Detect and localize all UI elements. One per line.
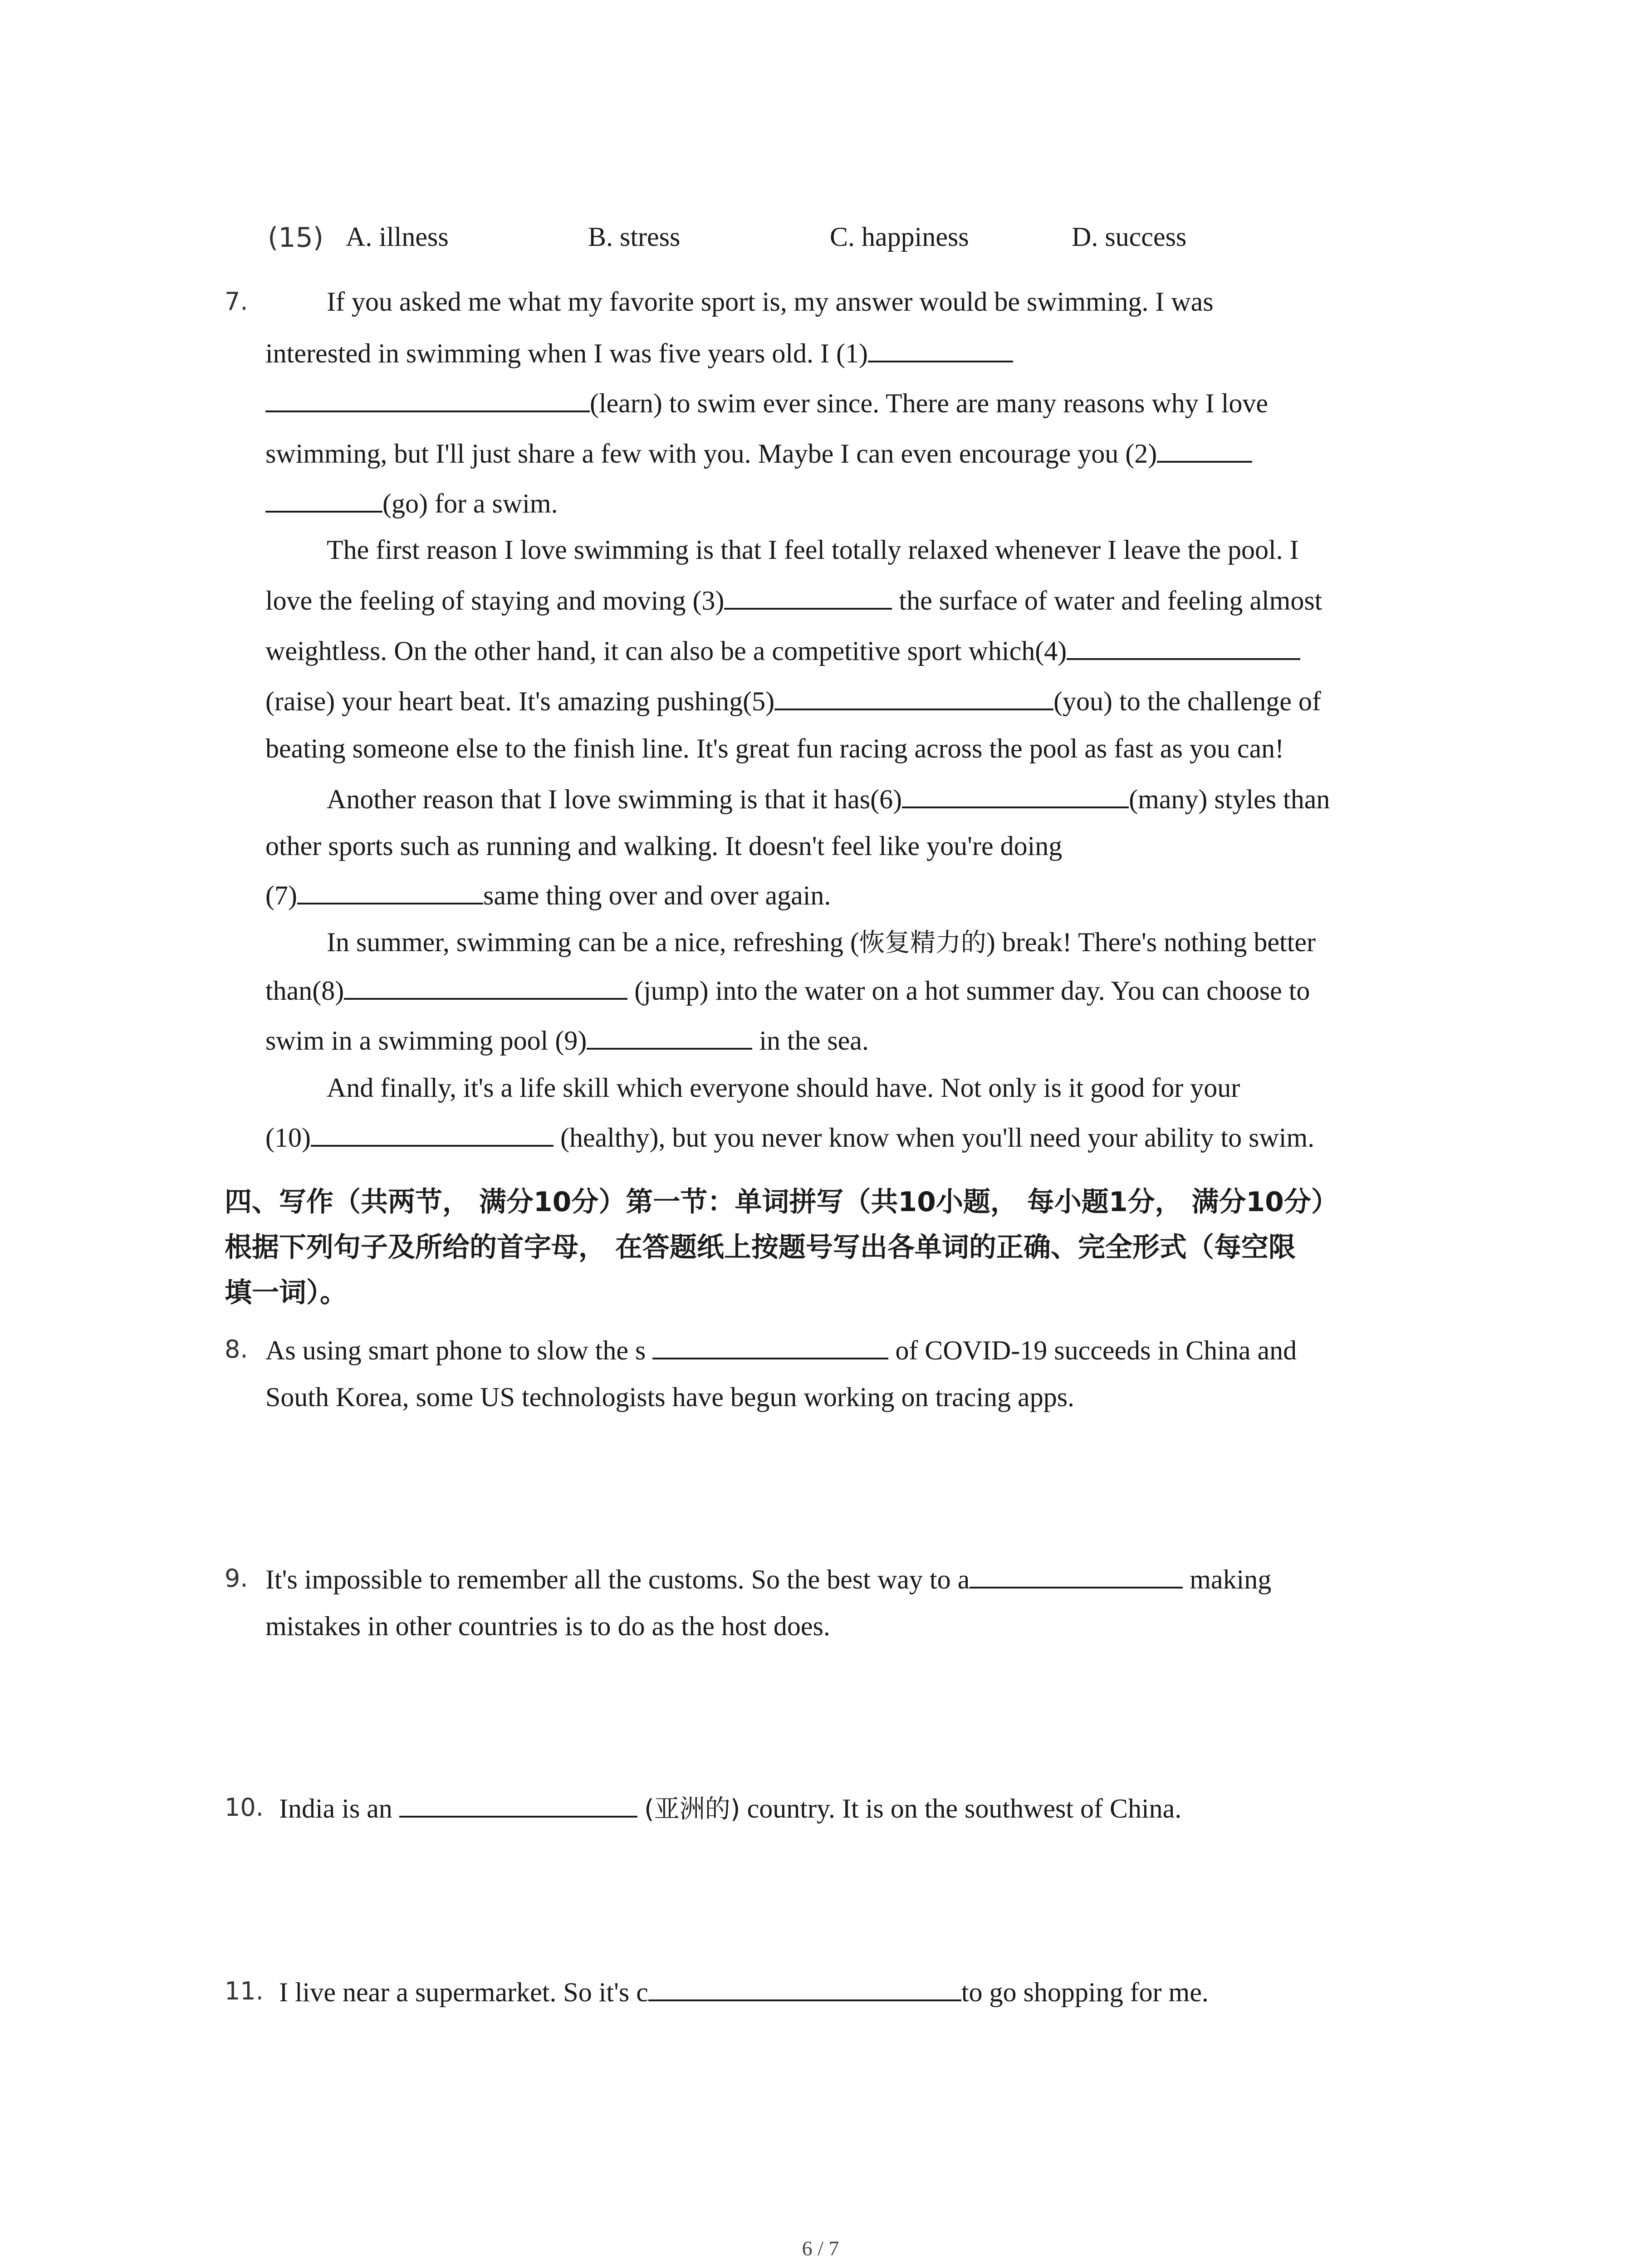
passage-line: If you asked me what my favorite sport is, my answer would be swimming. I was [327, 287, 1214, 317]
passage-text: swimming, but I'll just share a few with you. Maybe I can even encourage you (2) [265, 439, 1157, 469]
passage-text: In summer, swimming can be a nice, refreshing ( [327, 927, 859, 957]
question-text: India is an [279, 1794, 392, 1823]
q15-option-a: A. illness [346, 222, 449, 252]
answer-blank-5[interactable] [774, 682, 1053, 710]
q8-number: 8. [225, 1335, 248, 1364]
passage-line [265, 334, 1013, 371]
question-text: It's impossible to remember all the customs. So the best way to a [265, 1564, 970, 1594]
q8-line [265, 1331, 1297, 1369]
page-number: 6 / 7 [802, 2237, 839, 2260]
answer-blank-2[interactable] [1157, 435, 1252, 463]
q10-line [279, 1789, 1181, 1828]
passage-text: interested in swimming when I was five years old. I (1) [265, 338, 868, 368]
passage-line: The first reason I love swimming is that I feel totally relaxed whenever I leave the pool. I [327, 535, 1299, 565]
question-text: making [1190, 1564, 1272, 1594]
q9-answer-blank[interactable] [970, 1560, 1183, 1589]
passage-line [327, 924, 1316, 961]
answer-blank-1-cont[interactable] [265, 384, 590, 412]
passage-line: other sports such as running and walking. It doesn't feel like you're doing [265, 831, 1063, 861]
passage-text: than(8) [265, 976, 344, 1006]
passage-text: (10) [265, 1123, 311, 1153]
passage-line [265, 484, 558, 522]
section-instructions: 根据下列句子及所给的首字母， 在答题纸上按题号写出各单词的正确、完全形式（每空限 [225, 1232, 1296, 1263]
answer-blank-9[interactable] [587, 1022, 752, 1050]
q9-line [265, 1560, 1271, 1598]
answer-blank-2-cont[interactable] [265, 484, 382, 513]
passage-line [265, 972, 1310, 1009]
question-text: of COVID-19 succeeds in China and [895, 1335, 1297, 1365]
chinese-gloss: (亚洲的) [644, 1794, 740, 1824]
passage-text: love the feeling of staying and moving (3) [265, 586, 725, 616]
passage-line [265, 876, 831, 914]
passage-text: (go) for a swim. [382, 489, 558, 518]
answer-blank-8[interactable] [344, 972, 627, 1000]
q11-number: 11. [225, 1977, 264, 2005]
passage-text: Another reason that I love swimming is that it has(6) [327, 784, 902, 814]
section-heading: 四、写作（共两节， 满分10分）第一节：单词拼写（共10小题， 每小题1分， 满分10分） [225, 1186, 1338, 1218]
q8-line: South Korea, some US technologists have begun working on tracing apps. [265, 1382, 1075, 1412]
question-text: to go shopping for me. [961, 1977, 1209, 2007]
answer-blank-6[interactable] [902, 780, 1129, 808]
passage-line: And finally, it's a life skill which everyone should have. Not only is it good for your [327, 1073, 1240, 1103]
passage-line [327, 780, 1330, 817]
passage-text: the surface of water and feeling almost [899, 586, 1323, 616]
q15-option-d: D. success [1072, 222, 1187, 252]
answer-blank-7[interactable] [297, 876, 483, 904]
q7-number: 7. [225, 287, 248, 316]
passage-text: in the sea. [759, 1026, 869, 1056]
passage-text: (raise) your heart beat. It's amazing pushing(5) [265, 686, 775, 716]
passage-line [265, 682, 1321, 719]
q9-line: mistakes in other countries is to do as the host does. [265, 1611, 830, 1641]
q10-number: 10. [225, 1793, 264, 1822]
passage-text: ) break! There's nothing better [986, 927, 1316, 957]
passage-text: (many) styles than [1129, 784, 1330, 814]
answer-blank-3[interactable] [724, 582, 892, 610]
q11-line [279, 1973, 1209, 2010]
passage-line [265, 1119, 1314, 1156]
passage-text: (learn) to swim ever since. There are many reasons why I love [590, 388, 1268, 418]
q15-option-b: B. stress [588, 222, 681, 252]
passage-line [265, 582, 1322, 619]
q11-answer-blank[interactable] [648, 1973, 961, 2001]
passage-line [265, 384, 1268, 421]
answer-blank-4[interactable] [1067, 632, 1300, 660]
q15-option-c: C. happiness [830, 222, 969, 252]
passage-line: beating someone else to the finish line. It's great fun racing across the pool as fast as you can! [265, 733, 1284, 763]
passage-text: (you) to the challenge of [1053, 686, 1321, 716]
section-instructions: 填一词）。 [225, 1277, 347, 1309]
q8-answer-blank[interactable] [652, 1331, 888, 1359]
question-text: country. It is on the southwest of China. [747, 1794, 1182, 1823]
passage-line [265, 435, 1252, 472]
question-text: As using smart phone to slow the s [265, 1335, 646, 1365]
q15-label: (15) [268, 222, 324, 254]
passage-text: (7) [265, 880, 297, 910]
question-text: I live near a supermarket. So it's c [279, 1977, 648, 2007]
passage-line [265, 632, 1300, 669]
passage-line [265, 1022, 869, 1059]
answer-blank-10[interactable] [311, 1119, 554, 1147]
passage-text: swim in a swimming pool (9) [265, 1026, 587, 1056]
passage-text: weightless. On the other hand, it can also be a competitive sport which(4) [265, 636, 1067, 666]
chinese-gloss: 恢复精力的 [859, 928, 986, 958]
q10-answer-blank[interactable] [399, 1789, 637, 1818]
passage-text: (jump) into the water on a hot summer day. You can choose to [634, 976, 1310, 1006]
passage-text: (healthy), but you never know when you'll need your ability to swim. [560, 1123, 1315, 1153]
q9-number: 9. [225, 1564, 248, 1593]
passage-text: same thing over and over again. [483, 880, 831, 910]
answer-blank-1[interactable] [868, 334, 1013, 362]
